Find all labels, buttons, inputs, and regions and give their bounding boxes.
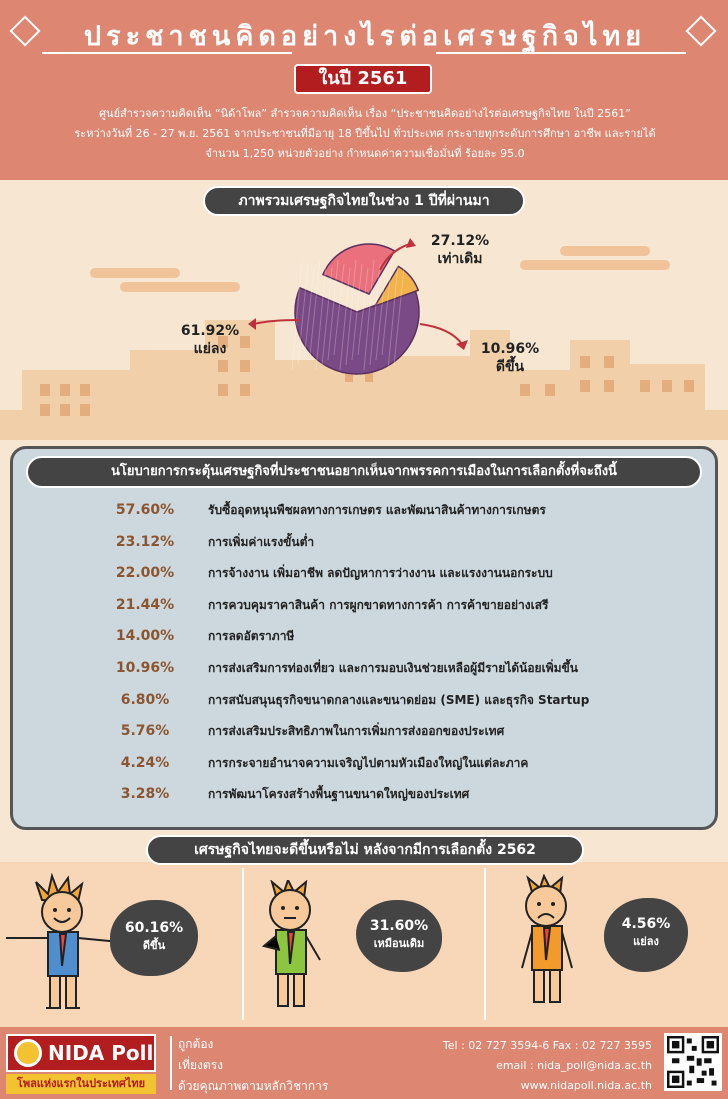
policy-percent: 57.60% [115,502,175,518]
outlook-value: 60.16% [124,920,184,936]
pie-label-same [415,232,505,268]
footer-divider [170,1036,172,1090]
emblem-icon [14,1039,42,1067]
pie-category: เท่าเดิม [437,251,483,267]
cloud-decoration [120,282,240,292]
intro-line: ศูนย์สำรวจความคิดเห็น “นิด้าโพล” สำรวจความคิดเห็น เรื่อง “ประชาชนคิดอย่างไรต่อเศรษฐกิจไทย ในปี 2561” [99,107,631,120]
logo-tagline: โพลแห่งแรกในประเทศไทย [6,1074,156,1094]
pie-value: 61.92% [180,323,240,339]
arrow-icon [380,244,410,270]
policy-row [100,530,700,554]
pie-category: ดีขึ้น [495,359,525,375]
overview-heading: ภาพรวมเศรษฐกิจไทยในช่วง 1 ปีที่ผ่านมา [203,186,525,216]
contact-website[interactable]: www.nidapoll.nida.ac.th [520,1079,652,1092]
pie-value: 27.12% [430,233,490,249]
intro-text [30,104,700,164]
tagline: ด้วยคุณภาพตามหลักวิชาการ [178,1079,329,1093]
arrowhead-icon [456,340,468,350]
policy-text: การจ้างงาน เพิ่มอาชีพ ลดปัญหาการว่างงาน และแรงงานนอกระบบ [208,566,553,581]
column-divider [242,868,244,1020]
policy-text: การส่งเสริมการท่องเที่ยว และการมอบเงินช่วยเหลือผู้มีรายได้น้อยเพิ่มขึ้น [208,661,578,675]
policy-percent: 22.00% [115,565,175,582]
policy-text: รับซื้ออุดหนุนพืชผลทางการเกษตร และพัฒนาสินค้าทางการเกษตร [208,503,546,517]
policy-text: การเพิ่มค่าแรงขั้นต่ำ [208,534,315,549]
arrow-icon [420,324,462,344]
policy-percent: 4.24% [120,754,170,771]
pie-value: 10.96% [480,341,540,357]
outlook-value: 4.56% [621,916,671,932]
pie-label-better [470,340,550,376]
page-title: ประชาชนคิดอย่างไรต่อเศรษฐกิจไทย [83,21,647,52]
policy-text: การพัฒนาโครงสร้างพื้นฐานขนาดใหญ่ของประเทศ [208,787,470,802]
sad-person-illustration [510,874,600,1024]
policy-row [100,624,700,648]
cloud-decoration [520,260,670,270]
policy-row [100,561,700,585]
contact-email[interactable]: email : nida_poll@nida.ac.th [496,1059,652,1072]
policy-text: การกระจายอำนาจความเจริญไปตามหัวเมืองใหญ่ในแต่ละภาค [208,755,529,770]
policy-row [100,688,700,712]
qr-code-icon[interactable] [664,1033,722,1091]
tagline: ถูกต้อง [178,1037,214,1051]
contact-phone: Tel : 02 727 3594-6 Fax : 02 727 3595 [442,1039,652,1052]
policy-percent: 23.12% [115,533,175,550]
cloud-decoration [90,268,180,278]
intro-line: ระหว่างวันที่ 26 - 27 พ.ย. 2561 จากประชาชนที่มีอายุ 18 ปีขึ้นไป ทั่วประเทศ กระจายทุกระดับการศึกษา อาชีพ และรายได้ [74,127,656,140]
policy-row [100,656,700,680]
arrow-icon [254,320,300,324]
policy-row [100,719,700,743]
policy-row [100,593,700,617]
policy-percent: 10.96% [115,660,175,676]
policy-text: การควบคุมราคาสินค้า การผูกขาดทางการค้า การค้าขายอย่างเสรี [208,597,549,612]
policy-text: การลดอัตราภาษี [208,629,295,644]
logo-name: NIDA Poll [48,1041,154,1065]
year-badge: ในปี 2561 [294,64,432,94]
outlook-value: 31.60% [369,918,429,934]
policy-row [100,751,700,775]
policy-percent: 21.44% [115,596,175,613]
policy-percent: 5.76% [120,723,170,740]
intro-line: จำนวน 1,250 หน่วยตัวอย่าง กำหนดค่าความเชื่อมั่นที่ ร้อยละ 95.0 [205,147,525,160]
policy-text: การส่งเสริมประสิทธิภาพในการเพิ่มการส่งออกของประเทศ [208,724,505,739]
policy-percent: 6.80% [120,691,170,708]
neutral-person-illustration [252,880,342,1025]
policy-row [100,498,700,522]
policy-percent: 14.00% [115,628,175,645]
outlook-label: แย่ลง [633,935,659,948]
policy-percent: 3.28% [120,786,170,803]
policy-row [100,782,700,806]
nida-poll-logo [6,1034,156,1094]
pie-label-worse [170,322,250,358]
cloud-decoration [560,246,650,256]
policy-text: การสนับสนุนธุรกิจขนาดกลางและขนาดย่อม (SME) และธุรกิจ Startup [208,692,590,707]
column-divider [484,868,486,1020]
policy-heading: นโยบายการกระตุ้นเศรษฐกิจที่ประชาชนอยากเห็นจากพรรคการเมืองในการเลือกตั้งที่จะถึงนี้ [26,456,702,488]
tagline: เที่ยงตรง [178,1058,223,1072]
pie-category: แย่ลง [193,341,227,357]
outlook-label: ดีขึ้น [142,939,166,952]
outlook-heading: เศรษฐกิจไทยจะดีขึ้นหรือไม่ หลังจากมีการเลือกตั้ง 2562 [146,835,584,865]
outlook-result-same [356,900,442,972]
outlook-label: เหมือนเดิม [373,937,425,950]
